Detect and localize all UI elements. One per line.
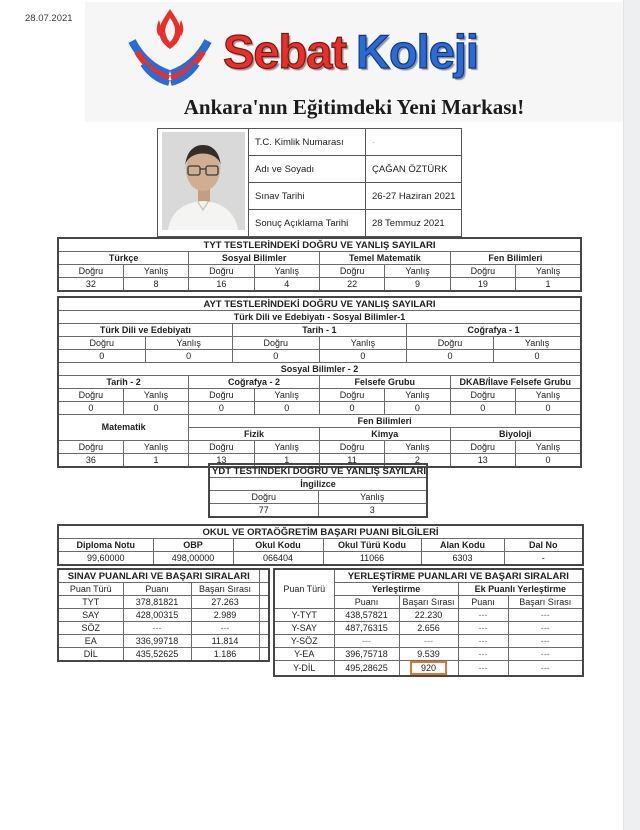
ayt-value: 0	[450, 402, 515, 415]
tyt-value: 16	[189, 278, 254, 292]
brand-word-koleji: Koleji	[356, 25, 478, 78]
col-header: Okul Kodu	[233, 539, 323, 552]
table-row	[58, 337, 581, 350]
ayt-section1-subtitle: Türk Dili ve Edebiyatı - Sosyal Bilimler-1	[58, 311, 581, 324]
col-header: Puanı	[334, 596, 399, 609]
score-value: 487,76315	[334, 622, 399, 635]
col-header: Doğru	[319, 389, 384, 402]
col-header: Doğru	[189, 265, 254, 278]
table-row	[274, 661, 583, 677]
ayt-group-fen: Fen Bilimleri	[189, 415, 581, 428]
score-type: TYT	[58, 596, 123, 609]
score-type: Y-DİL	[274, 661, 334, 677]
table-row	[58, 402, 581, 415]
page-edge-strip	[623, 0, 640, 830]
table-row	[58, 583, 269, 596]
score-type: SÖZ	[58, 622, 123, 635]
score-rank: 2.656	[399, 622, 458, 635]
ayt-group: Tarih - 1	[232, 324, 406, 337]
col-header: Yanlış	[123, 389, 188, 402]
score-value: 336,99718	[123, 635, 191, 648]
ayt-group-matematik: Matematik	[58, 415, 189, 441]
student-field-value: 26-27 Haziran 2021	[366, 183, 462, 210]
okul-value: -	[504, 552, 583, 566]
score-rank: ---	[508, 622, 583, 635]
ayt-group: Biyoloji	[450, 428, 581, 441]
tyt-group: Türkçe	[58, 252, 189, 265]
placement-title: YERLEŞTİRME PUANLARI VE BAŞARI SIRALARI	[334, 569, 583, 583]
score-type: Y-TYT	[274, 609, 334, 622]
school-logo-icon	[123, 8, 217, 88]
score-value: 378,81821	[123, 596, 191, 609]
ayt-value: 0	[189, 402, 254, 415]
col-header: Yanlış	[515, 389, 581, 402]
ayt-value: 13	[189, 454, 254, 468]
table-row	[274, 635, 583, 648]
ayt-value: 0	[385, 402, 450, 415]
score-rank: 27.263	[191, 596, 259, 609]
ayt-section2-subtitle: Sosyal Bilimler - 2	[58, 363, 581, 376]
col-header: Yanlış	[385, 265, 450, 278]
col-header: Yanlış	[254, 265, 319, 278]
okul-value: 066404	[233, 552, 323, 566]
student-field-value: 28 Temmuz 2021	[366, 210, 462, 237]
ayt-value: 0	[58, 350, 145, 363]
col-header: Doğru	[320, 265, 385, 278]
ayt-value: 1	[123, 454, 188, 468]
tyt-value: 1	[516, 278, 581, 292]
col-header: Yanlış	[516, 265, 581, 278]
okul-value: 6303	[421, 552, 504, 566]
col-header: OBP	[153, 539, 233, 552]
score-value: ---	[458, 622, 508, 635]
ayt-value: 11	[319, 454, 384, 468]
ayt-value: 1	[254, 454, 319, 468]
score-rank: ---	[508, 609, 583, 622]
ayt-group: Coğrafya - 2	[189, 376, 320, 389]
score-rank: ---	[399, 635, 458, 648]
score-type: EA	[58, 635, 123, 648]
score-rank: ---	[191, 622, 259, 635]
table-row	[58, 265, 581, 278]
ydt-value: 77	[209, 504, 318, 518]
table-row	[274, 622, 583, 635]
col-header: Doğru	[58, 441, 123, 454]
highlight-box: 920	[410, 661, 447, 675]
school-score-table	[57, 524, 584, 566]
ayt-results-table	[57, 296, 582, 468]
spacer-cell	[259, 635, 269, 648]
ayt-group: Felsefe Grubu	[319, 376, 450, 389]
table-row	[58, 635, 269, 648]
okul-value: 11066	[323, 552, 421, 566]
col-header: Yanlış	[385, 441, 450, 454]
ayt-title: AYT TESTLERİNDEKİ DOĞRU VE YANLIŞ SAYILARI	[58, 297, 581, 311]
col-header: Doğru	[232, 337, 319, 350]
col-header: Yanlış	[145, 337, 232, 350]
score-value: ---	[458, 648, 508, 661]
score-type: DİL	[58, 648, 123, 662]
table-row	[58, 552, 583, 566]
score-rank-highlighted	[399, 661, 458, 677]
ayt-value: 0	[319, 350, 406, 363]
col-header: Doğru	[58, 337, 145, 350]
score-value: 396,75718	[334, 648, 399, 661]
student-field-label: Sınav Tarihi	[249, 183, 366, 210]
ayt-group: Tarih - 2	[58, 376, 189, 389]
col-header: Diploma Notu	[58, 539, 153, 552]
col-header: Yanlış	[318, 491, 427, 504]
table-row	[58, 278, 581, 292]
okul-value: 99,60000	[58, 552, 153, 566]
tyt-group: Fen Bilimleri	[450, 252, 581, 265]
col-header: Doğru	[450, 389, 515, 402]
score-value: ---	[123, 622, 191, 635]
score-rank: 22.230	[399, 609, 458, 622]
school-tagline: Ankara'nın Eğitimdeki Yeni Markası!	[183, 95, 525, 119]
spacer-cell	[259, 583, 269, 596]
score-rank: 2.989	[191, 609, 259, 622]
spacer-cell	[259, 648, 269, 662]
col-header: Doğru	[407, 337, 494, 350]
ayt-value: 0	[58, 402, 123, 415]
col-header: Alan Kodu	[421, 539, 504, 552]
col-header: Yanlış	[254, 389, 319, 402]
score-value: 438,57821	[334, 609, 399, 622]
student-field-label: Sonuç Açıklama Tarihi	[249, 210, 366, 237]
col-header: Yanlış	[494, 337, 581, 350]
ayt-group: Fizik	[189, 428, 320, 441]
col-header: Başarı Sırası	[508, 596, 583, 609]
col-header: Doğru	[319, 441, 384, 454]
col-header: Doğru	[189, 441, 254, 454]
table-row	[58, 415, 581, 428]
ayt-value: 0	[254, 402, 319, 415]
table-row	[58, 350, 581, 363]
col-header: Puanı	[123, 583, 191, 596]
student-field-value: ·	[366, 129, 462, 156]
col-header: Puan Türü	[274, 569, 334, 609]
table-row	[274, 569, 583, 583]
col-header: Başarı Sırası	[399, 596, 458, 609]
exam-scores-table	[57, 568, 270, 662]
brand-word-sebat: Sebat	[223, 25, 346, 78]
table-row	[58, 252, 581, 265]
tyt-value: 32	[58, 278, 123, 292]
table-row	[274, 609, 583, 622]
tyt-value: 22	[320, 278, 385, 292]
score-rank: 11.814	[191, 635, 259, 648]
ayt-value: 0	[123, 402, 188, 415]
table-row	[274, 648, 583, 661]
tyt-group: Sosyal Bilimler	[189, 252, 320, 265]
student-portrait	[162, 132, 245, 230]
placement-scores-table	[273, 568, 584, 677]
tyt-value: 4	[254, 278, 319, 292]
score-rank: ---	[508, 635, 583, 648]
table-row	[58, 441, 581, 454]
table-row	[58, 389, 581, 402]
school-header	[85, 2, 623, 122]
col-header: Puanı	[458, 596, 508, 609]
okul-value: 498,00000	[153, 552, 233, 566]
school-score-title: OKUL VE ORTAÖĞRETİM BAŞARI PUANI BİLGİLERİ	[58, 525, 583, 539]
score-rank: ---	[508, 661, 583, 677]
tyt-value: 9	[385, 278, 450, 292]
ydt-value: 3	[318, 504, 427, 518]
ayt-value: 0	[515, 402, 581, 415]
col-header: Doğru	[209, 491, 318, 504]
col-header: Yanlış	[254, 441, 319, 454]
score-type: SAY	[58, 609, 123, 622]
score-type: Y-SÖZ	[274, 635, 334, 648]
col-header: Yanlış	[515, 441, 581, 454]
table-row	[58, 648, 269, 662]
ayt-value: 0	[494, 350, 581, 363]
col-header: Puan Türü	[58, 583, 123, 596]
score-rank: ---	[508, 648, 583, 661]
score-value: 428,00315	[123, 609, 191, 622]
col-header: Doğru	[189, 389, 254, 402]
spacer-cell	[259, 609, 269, 622]
table-row	[58, 324, 581, 337]
score-rank: 1.186	[191, 648, 259, 662]
ayt-group: Kimya	[319, 428, 450, 441]
ayt-value: 2	[385, 454, 450, 468]
score-type: Y-SAY	[274, 622, 334, 635]
ayt-value: 0	[515, 454, 581, 468]
score-value: ---	[458, 609, 508, 622]
placement-group: Ek Puanlı Yerleştirme	[458, 583, 583, 596]
table-row	[58, 596, 269, 609]
spacer-cell	[259, 596, 269, 609]
score-type: Y-EA	[274, 648, 334, 661]
col-header: Okul Türü Kodu	[323, 539, 421, 552]
tyt-group: Temel Matematik	[320, 252, 451, 265]
student-field-label: T.C. Kimlik Numarası	[249, 129, 366, 156]
score-rank: 9.539	[399, 648, 458, 661]
ayt-value: 0	[232, 350, 319, 363]
ayt-value: 0	[145, 350, 232, 363]
table-row	[58, 622, 269, 635]
col-header: Doğru	[450, 265, 515, 278]
student-field-label: Adı ve Soyadı	[249, 156, 366, 183]
tyt-title: TYT TESTLERİNDEKİ DOĞRU VE YANLIŞ SAYILARI	[58, 238, 581, 252]
ydt-language: İngilizce	[209, 478, 427, 491]
ayt-group: DKAB/İlave Felsefe Grubu	[450, 376, 581, 389]
ydt-title: YDT TESTİNDEKİ DOĞRU VE YANLIŞ SAYILARI	[209, 464, 427, 478]
spacer-cell	[259, 569, 269, 583]
col-header: Doğru	[58, 265, 123, 278]
score-value: 495,28625	[334, 661, 399, 677]
col-header: Yanlış	[319, 337, 406, 350]
student-photo	[158, 129, 249, 237]
table-row	[209, 491, 427, 504]
table-row	[58, 539, 583, 552]
school-name	[223, 12, 615, 92]
placement-group: Yerleştirme	[334, 583, 458, 596]
student-info-table	[157, 128, 462, 237]
score-value: ---	[458, 635, 508, 648]
student-field-value: ÇAĞAN ÖZTÜRK	[366, 156, 462, 183]
col-header: Doğru	[58, 389, 123, 402]
score-value: ---	[458, 661, 508, 677]
col-header: Doğru	[450, 441, 515, 454]
col-header: Yanlış	[123, 441, 188, 454]
ayt-value: 0	[319, 402, 384, 415]
table-row	[209, 504, 427, 518]
ayt-group: Coğrafya - 1	[407, 324, 582, 337]
tyt-value: 8	[123, 278, 188, 292]
ayt-value: 0	[407, 350, 494, 363]
table-row	[158, 129, 462, 156]
ayt-value: 36	[58, 454, 123, 468]
print-date: 28.07.2021	[25, 13, 73, 24]
col-header: Yanlış	[123, 265, 188, 278]
table-row	[58, 569, 269, 583]
col-header: Yanlış	[385, 389, 450, 402]
table-row	[58, 609, 269, 622]
ayt-value: 13	[450, 454, 515, 468]
col-header: Başarı Sırası	[191, 583, 259, 596]
ayt-group: Türk Dili ve Edebiyatı	[58, 324, 232, 337]
score-value: 435,52625	[123, 648, 191, 662]
ydt-results-table	[208, 463, 428, 518]
exam-scores-title: SINAV PUANLARI VE BAŞARI SIRALARI	[58, 569, 259, 583]
table-row	[58, 376, 581, 389]
score-value: ---	[334, 635, 399, 648]
tyt-results-table	[57, 237, 582, 292]
tyt-value: 19	[450, 278, 515, 292]
col-header: Dal No	[504, 539, 583, 552]
spacer-cell	[259, 622, 269, 635]
